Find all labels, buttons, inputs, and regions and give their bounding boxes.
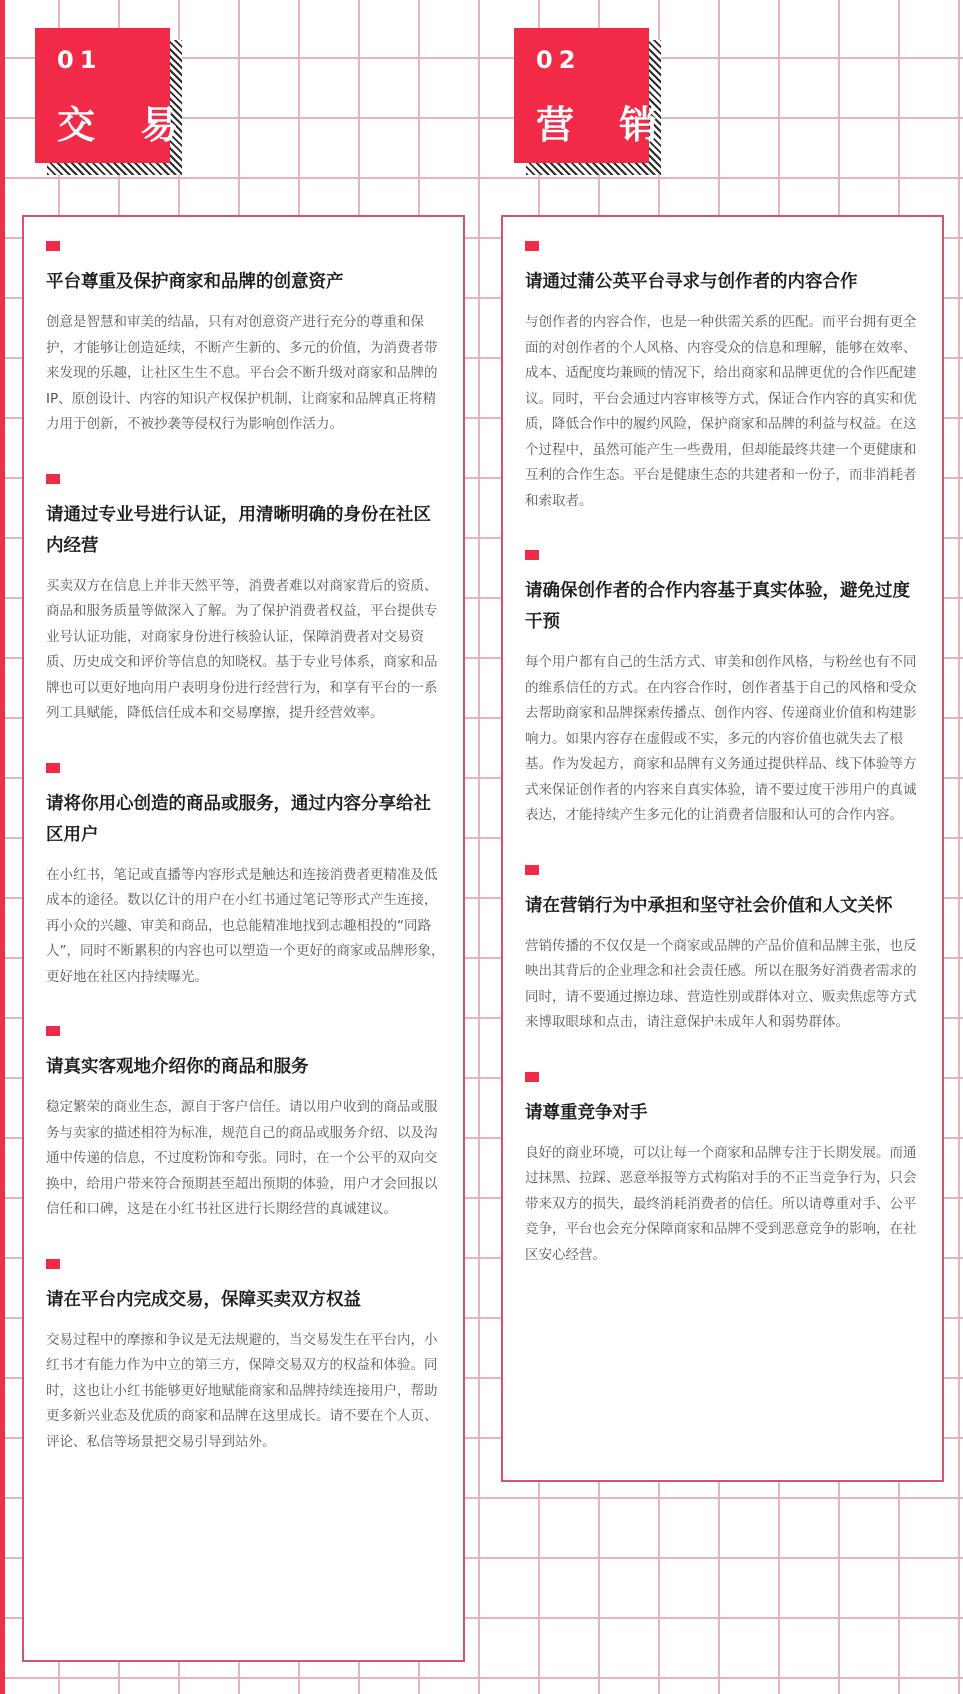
- section-marker: [525, 1072, 539, 1082]
- section-heading: 请确保创作者的合作内容基于真实体验，避免过度干预: [525, 581, 910, 632]
- section-marker: [46, 474, 60, 484]
- trade-section-2: [46, 474, 445, 727]
- section-marker: [525, 550, 539, 560]
- section-marker: [525, 241, 539, 251]
- section-body: 创意是智慧和审美的结晶，只有对创意资产进行充分的尊重和保护，才能够让创造延续，不断产生新的、多元的价值，为消费者带来发现的乐趣，让社区生生不息。平台会不断升级对商家和品牌的IP、原创设计、内容的知识产权保护机制，让商家和品牌真正将精力用于创新，不被抄袭等侵权行为影响创作活力。: [46, 314, 438, 432]
- section-body: 交易过程中的摩擦和争议是无法规避的，当交易发生在平台内，小红书才有能力作为中立的第三方，保障交易双方的权益和体验。同时，这也让小红书能够更好地赋能商家和品牌持续连接用户，帮助更多新兴业态及优质的商家和品牌在这里成长。请不要在个人页、评论、私信等场景把交易引导到站外。: [46, 1331, 438, 1450]
- section-marker: [46, 1259, 60, 1269]
- section-heading: 平台尊重及保护商家和品牌的创意资产: [46, 272, 344, 292]
- badge-title: 交 易: [57, 103, 195, 147]
- section-body: 每个用户都有自己的生活方式、审美和创作风格，与粉丝也有不同的维系信任的方式。在内容合作时，创作者基于自己的风格和受众去帮助商家和品牌探索传播点、创作内容、传递商业价值和构建影响力。如果内容存在虚假或不实，多元的内容价值也就失去了根基。作为发起方，商家和品牌有义务通过提供样品、线下体验等方式来保证创作者的内容来自真实体验，请不要过度干涉用户的真诚表达，才能持续产生多元化的让消费者信服和认可的合作内容。: [525, 654, 917, 823]
- badge-face: [514, 28, 674, 163]
- trade-section-4: [46, 1026, 445, 1223]
- section-heading: 请在平台内完成交易，保障买卖双方权益: [46, 1289, 361, 1310]
- section-heading: 请通过蒲公英平台寻求与创作者的内容合作: [525, 272, 858, 292]
- trade-section-3: [46, 763, 445, 991]
- marketing-section-2: [525, 550, 924, 829]
- marketing-card: [501, 215, 944, 1482]
- trade-section-1: [46, 241, 445, 438]
- section-body: 买卖双方在信息上并非天然平等，消费者难以对商家背后的资质、商品和服务质量等做深入了解。为了保护消费者权益，平台提供专业号认证功能，对商家身份进行核验认证，保障消费者对交易资质、历史成交和评价等信息的知晓权。基于专业号体系，商家和品牌也可以更好地向用户表明身份进行经营行为，和享有平台的一系列工具赋能，降低信任成本和交易摩擦，提升经营效率。: [46, 577, 438, 721]
- section-marker: [525, 865, 539, 875]
- marketing-section-1: [525, 241, 924, 514]
- section-marker: [46, 1026, 60, 1036]
- badge-number: 01: [57, 46, 103, 74]
- badge-number: 02: [536, 46, 582, 74]
- badge-title: 营 销: [536, 103, 674, 147]
- section-heading: 请在营销行为中承担和坚守社会价值和人文关怀: [525, 895, 893, 916]
- section-body: 营销传播的不仅仅是一个商家或品牌的产品价值和品牌主张，也反映出其背后的企业理念和社会责任感。所以在服务好消费者需求的同时，请不要通过擦边球、营造性别或群体对立、贩卖焦虑等方式来博取眼球和点击，请注意保护未成年人和弱势群体。: [525, 937, 917, 1030]
- left-edge-rule: [0, 0, 5, 1694]
- section-body: 与创作者的内容合作，也是一种供需关系的匹配。而平台拥有更全面的对创作者的个人风格、内容受众的信息和理解，能够在效率、成本、适配度均兼顾的情况下，给出商家和品牌更优的合作匹配建议。同时，平台会通过内容审核等方式，保证合作内容的真实和优质，降低合作中的履约风险，保护商家和品牌的利益与权益。在这个过程中，虽然可能产生一些费用，但却能最终共建一个更健康和互利的合作生态。平台是健康生态的共建者和一份子，而非消耗者和索取者。: [525, 314, 917, 509]
- section-body: 在小红书，笔记或直播等内容形式是触达和连接消费者更精准及低成本的途径。数以亿计的用户在小红书通过笔记等形式产生连接，再小众的兴趣、审美和商品，也总能精准地找到志趣相投的“同路人”，同时不断累积的内容也可以塑造一个更好的商家或品牌形象，更好地在社区内持续曝光。: [46, 866, 445, 985]
- section-marker: [46, 241, 60, 251]
- trade-section-badge: [35, 28, 195, 163]
- badge-face: [35, 28, 195, 163]
- marketing-section-3: [525, 865, 924, 1036]
- marketing-section-4: [525, 1072, 924, 1269]
- section-heading: 请通过专业号进行认证，用清晰明确的身份在社区内经营: [46, 504, 431, 556]
- section-heading: 请将你用心创造的商品或服务，通过内容分享给社区用户: [46, 793, 431, 845]
- section-heading: 请真实客观地介绍你的商品和服务: [46, 1057, 309, 1077]
- section-body: 稳定繁荣的商业生态，源自于客户信任。请以用户收到的商品或服务与卖家的描述相符为标准，规范自己的商品或服务介绍、以及沟通中传递的信息，不过度粉饰和夸张。同时，在一个公平的双向交换中，给用户带来符合预期甚至超出预期的体验，用户才会回报以信任和口碑，这是在小红书社区进行长期经营的真诚建议。: [46, 1099, 438, 1217]
- section-body: 良好的商业环境，可以让每一个商家和品牌专注于长期发展。而通过抹黑、拉踩、恶意举报等方式构陷对手的不正当竞争行为，只会带来双方的损失，最终消耗消费者的信任。所以请尊重对手、公平竞争，平台也会充分保障商家和品牌不受到恶意竞争的影响，在社区安心经营。: [525, 1144, 917, 1263]
- trade-section-5: [46, 1259, 445, 1456]
- section-heading: 请尊重竞争对手: [525, 1102, 648, 1123]
- trade-card: [22, 215, 465, 1662]
- section-marker: [46, 763, 60, 773]
- marketing-section-badge: [514, 28, 674, 163]
